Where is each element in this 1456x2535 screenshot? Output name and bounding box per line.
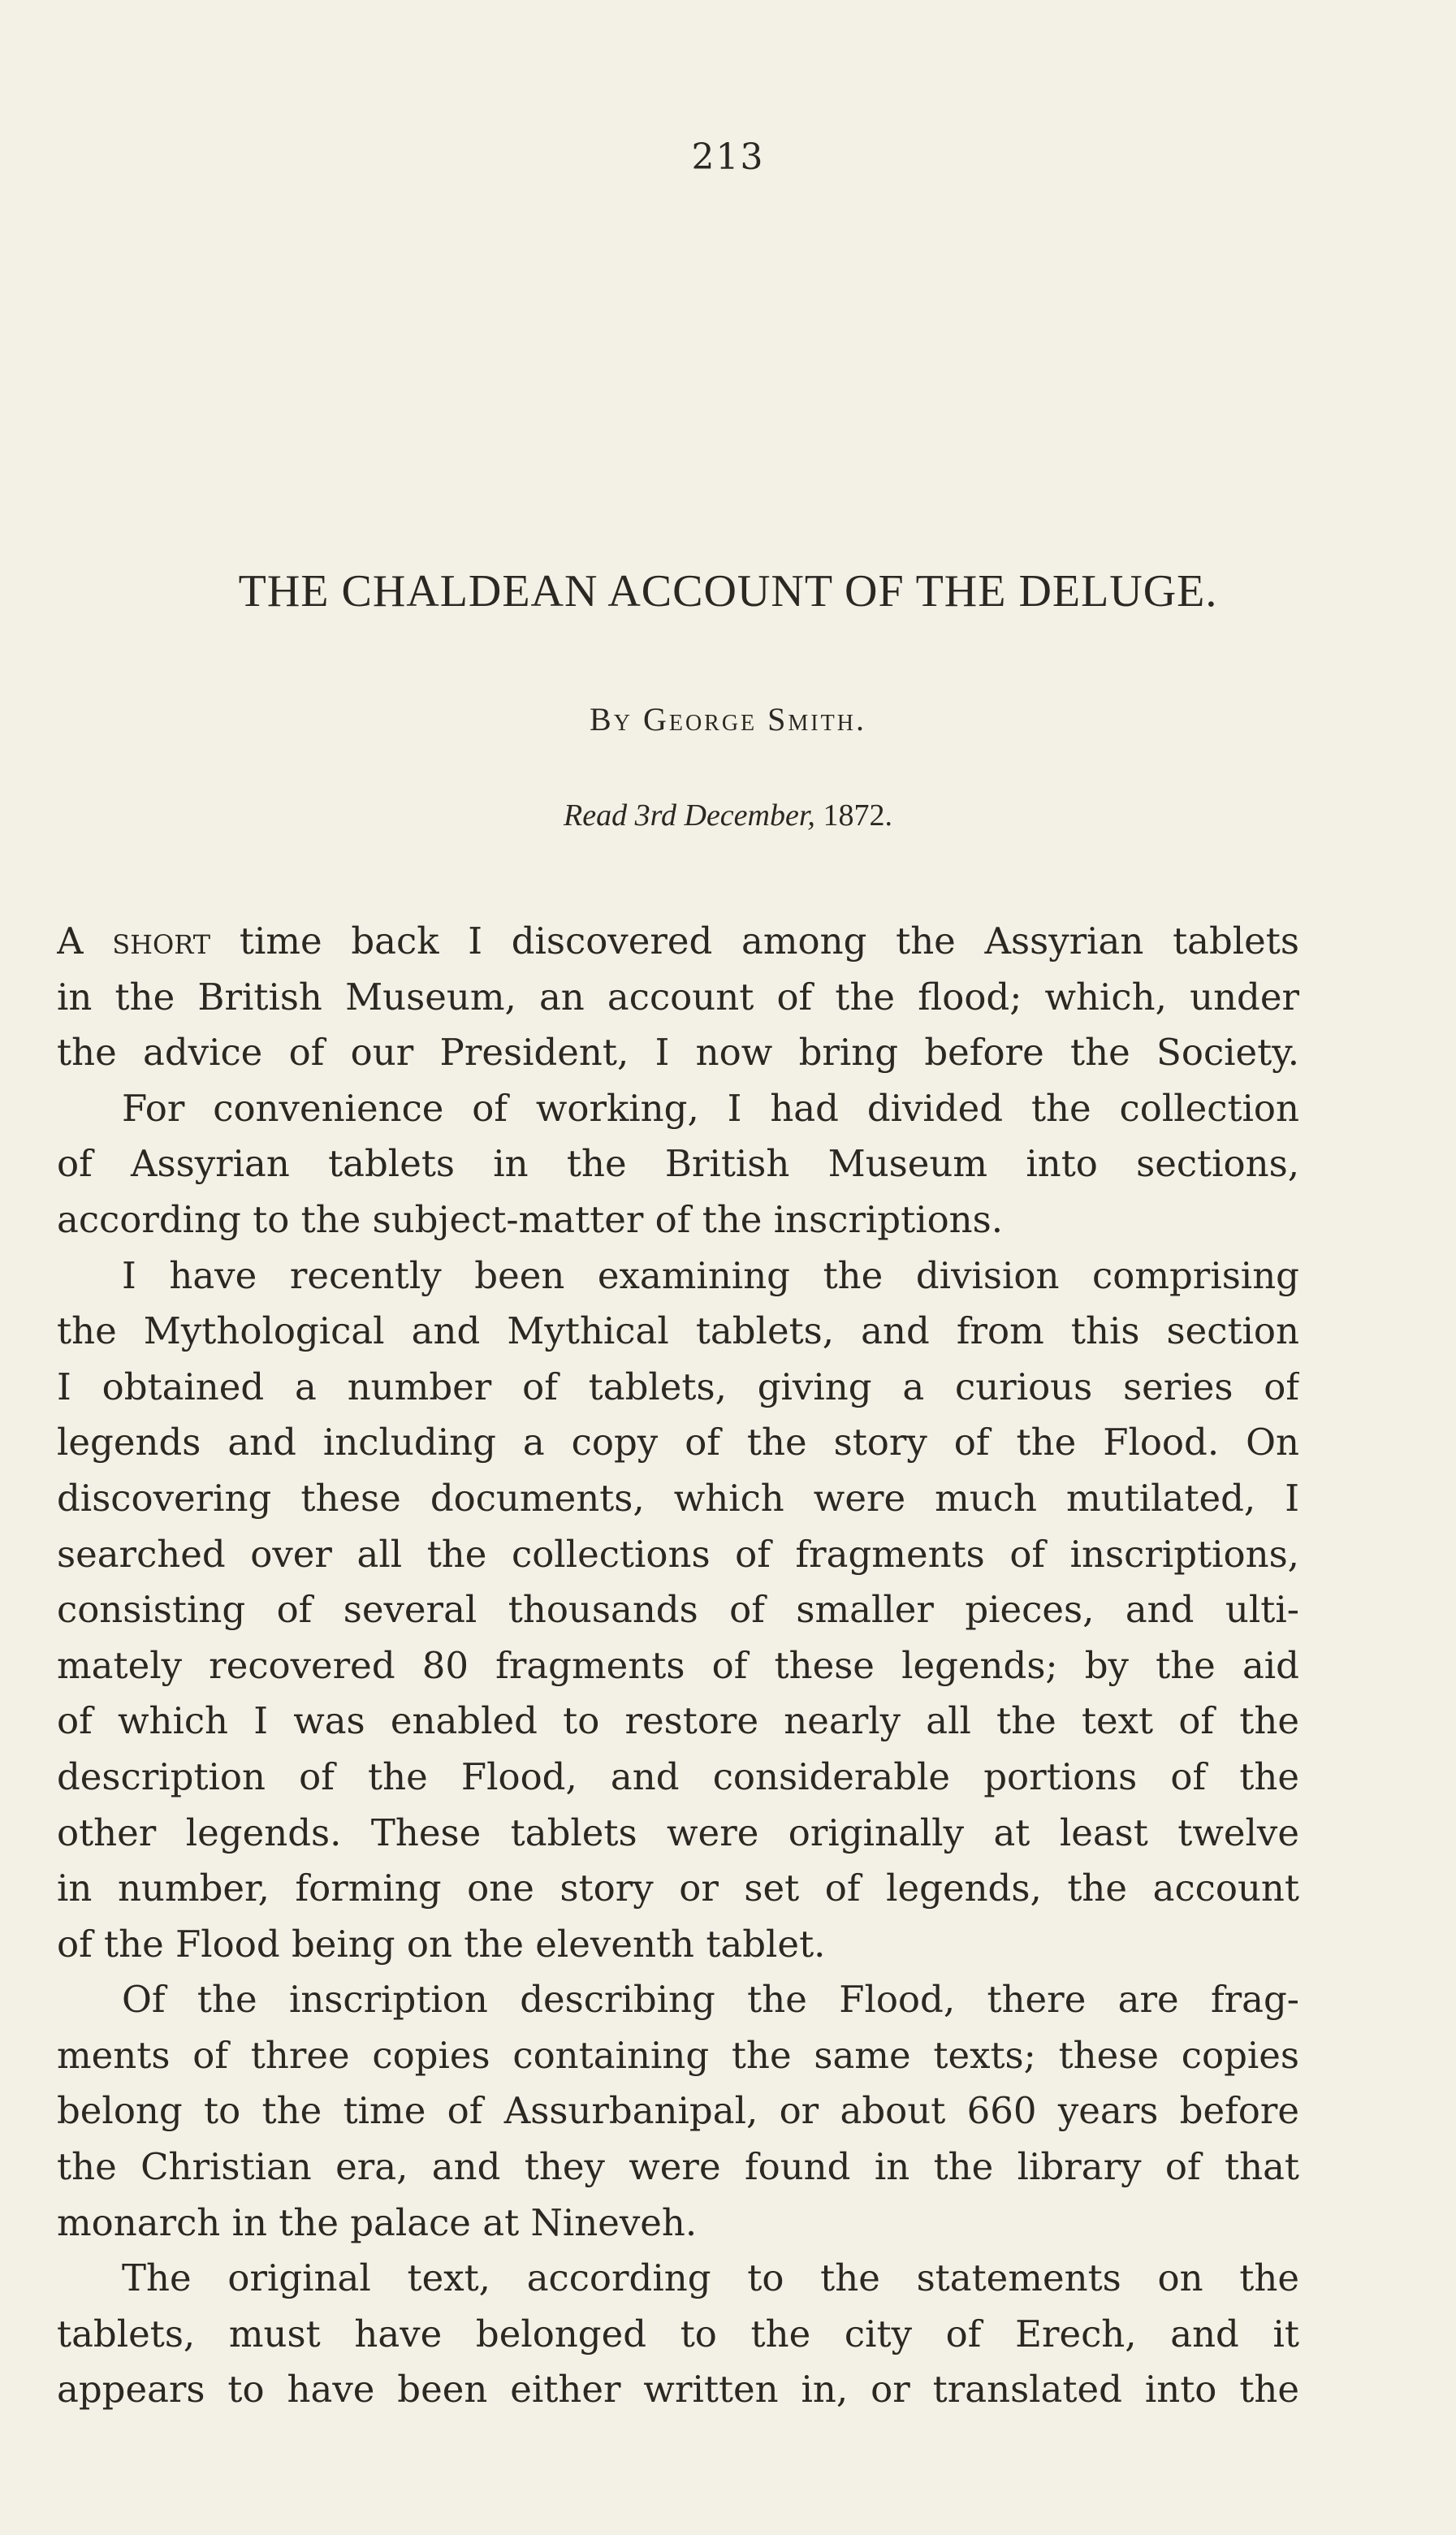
body-line-3: the advice of our President, I now bring before the Society. — [57, 1031, 1299, 1075]
body-line-16: description of the Flood, and considerable portions of the — [57, 1754, 1299, 1798]
body-line-8: the Mythological and Mythical tablets, and from this section — [57, 1309, 1299, 1353]
body-line-24: monarch in the palace at Nineveh. — [57, 2200, 698, 2244]
body-line-1 — [57, 914, 1299, 970]
body-line-21: ments of three copies containing the same texts; these copies — [57, 2033, 1299, 2077]
body-line-5: of Assyrian tablets in the British Museum into sections, — [57, 1142, 1299, 1186]
body-line-15: of which I was enabled to restore nearly all the text of the — [57, 1699, 1299, 1743]
body-line-10: legends and including a copy of the story of the Flood. On — [57, 1421, 1299, 1464]
body-line-4: For convenience of working, I had divided the collection — [122, 1086, 1299, 1130]
body-line-19: of the Flood being on the eleventh tablet. — [57, 1922, 826, 1966]
read-year: 1872. — [823, 798, 892, 833]
read-date — [0, 798, 1456, 833]
body-line-14: mately recovered 80 fragments of these legends; by the aid — [57, 1643, 1299, 1687]
opening-words: A short — [57, 919, 211, 963]
body-line-9: I obtained a number of tablets, giving a curious series of — [57, 1365, 1299, 1408]
article-title: THE CHALDEAN ACCOUNT OF THE DELUGE. — [238, 566, 1218, 616]
body-line-25: The original text, according to the statements on the — [122, 2256, 1299, 2300]
body-line-12: searched over all the collections of fragments of inscriptions, — [57, 1532, 1299, 1576]
body-line-22: belong to the time of Assurbanipal, or about 660 years before — [57, 2089, 1299, 2133]
body-line-17: other legends. These tablets were originally at least twelve — [57, 1810, 1299, 1854]
body-line-7: I have recently been examining the division comprising — [122, 1253, 1299, 1297]
body-line-11: discovering these documents, which were much mutilated, I — [57, 1476, 1299, 1520]
read-date-text: 3rd December, — [634, 798, 815, 833]
body-line-2: in the British Museum, an account of the flood; which, under — [57, 975, 1299, 1019]
body-line-1-rest: time back I discovered among the Assyrian tablets — [210, 919, 1299, 963]
body-line-27: appears to have been either written in, or translated into the — [57, 2368, 1299, 2412]
body-line-18: in number, forming one story or set of legends, the account — [57, 1867, 1299, 1910]
read-prefix: Read — [564, 798, 628, 833]
page-number: 213 — [691, 136, 765, 178]
author-byline: By George Smith. — [590, 701, 866, 738]
body-line-6: according to the subject-matter of the inscriptions. — [57, 1197, 1004, 1241]
body-text — [57, 914, 1299, 2418]
body-line-23: the Christian era, and they were found in the library of that — [57, 2145, 1299, 2189]
body-line-13: consisting of several thousands of smaller pieces, and ulti- — [57, 1588, 1299, 1632]
body-line-26: tablets, must have belonged to the city of Erech, and it — [57, 2312, 1299, 2355]
body-line-20: Of the inscription describing the Flood, there are frag- — [122, 1978, 1299, 2022]
